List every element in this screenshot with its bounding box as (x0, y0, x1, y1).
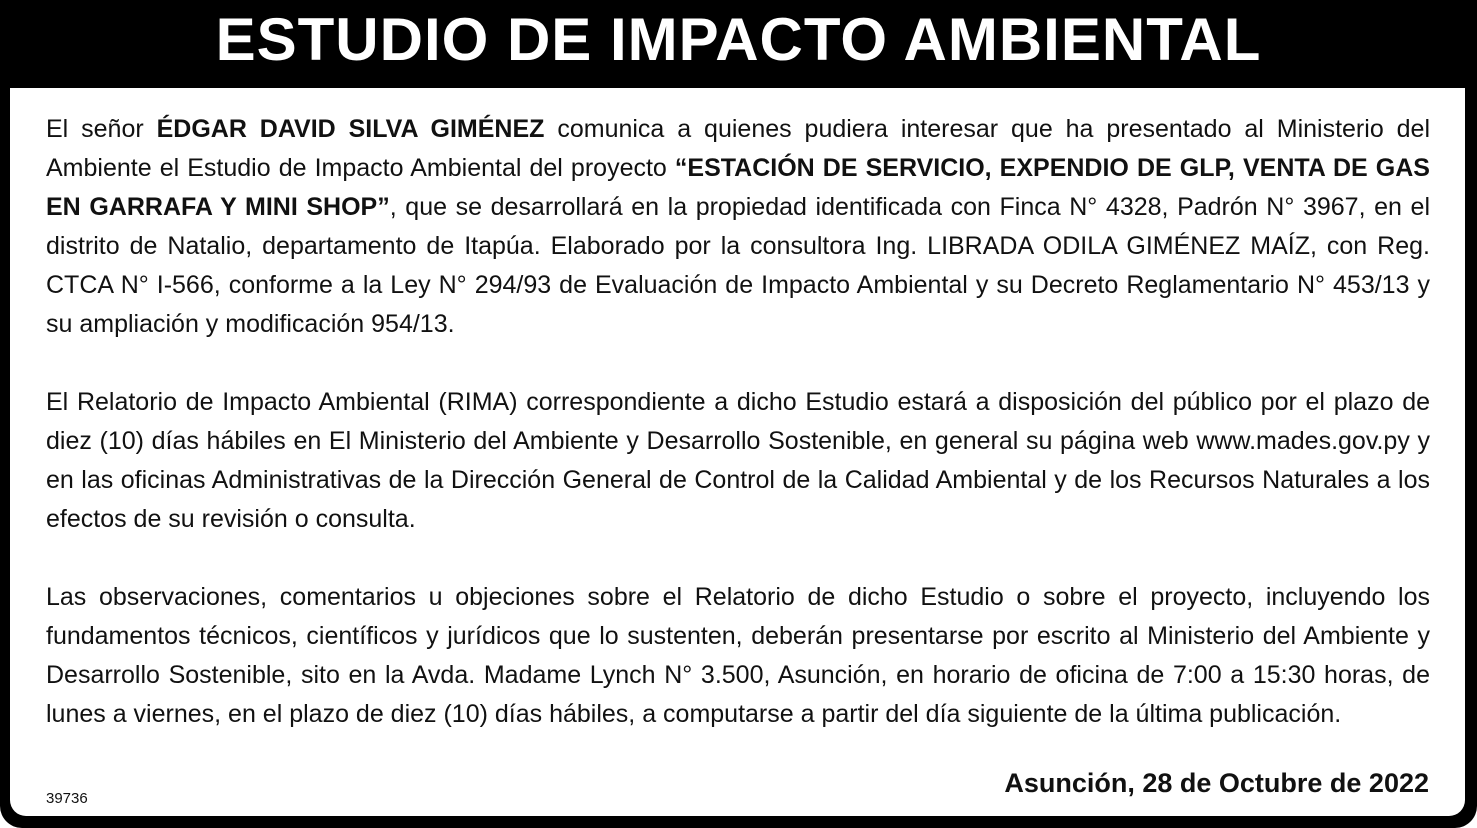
notice-title: ESTUDIO DE IMPACTO AMBIENTAL (215, 6, 1262, 73)
ad-code: 39736 (46, 790, 88, 807)
place-and-date: Asunción, 28 de Octubre de 2022 (1004, 768, 1429, 798)
paragraph-observations: Las observaciones, comentarios u objeciones sobre el Relatorio de dicho Estudio o sobre el proyecto, incluyendo los fundamentos técnicos, científicos y jurídicos que lo sustenten, deberán presentarse por escrito al Ministerio del Ambiente y Desarrollo Sostenible, sito en la Avda. Madame Lynch N° 3.500, Asunción, en horario de oficina de 7:00 a 15:30 horas, de lunes a viernes, en el plazo de diez (10) días hábiles, a computarse a partir del día siguiente de la última publicación. (46, 583, 1430, 728)
paragraph-rima-availability: El Relatorio de Impacto Ambiental (RIMA) correspondiente a dicho Estudio estará a disposición del público por el plazo de diez (10) días hábiles en El Ministerio del Ambiente y Desarrollo Sostenible, en general su página web www.mades.gov.py y en las oficinas Administrativas de la Dirección General de Control de la Calidad Ambiental y de los Recursos Naturales a los efectos de su revisión o consulta. (46, 388, 1430, 533)
paragraph-announcement-text-1: El señor (46, 115, 157, 143)
paragraph-announcement-text-2: comunica a quienes pudiera interesar que ha presentado al Ministerio del Ambiente el Estudio de Impacto Ambiental del proyecto (46, 115, 1430, 182)
paragraph-announcement (46, 110, 1430, 344)
notice-body-panel (10, 88, 1465, 816)
project-name: “ESTACIÓN DE SERVICIO, EXPENDIO DE GLP, VENTA DE GAS EN GARRAFA Y MINI SHOP” (46, 154, 1430, 221)
paragraph-announcement-text-3: , que se desarrollará en la propiedad identificada con Finca N° 4328, Padrón N° 3967, en el distrito de Natalio, departamento de Itapúa. Elaborado por la consultora Ing. LIBRADA ODILA GIMÉNEZ MAÍZ, con Reg. CTCA N° I-566, conforme a la Ley N° 294/93 de Evaluación de Impacto Ambiental y su Decreto Reglamentario N° 453/13 y su ampliación y modificación 954/13. (46, 193, 1430, 338)
applicant-name: ÉDGAR DAVID SILVA GIMÉNEZ (156, 115, 545, 143)
notice-body (46, 110, 1430, 734)
